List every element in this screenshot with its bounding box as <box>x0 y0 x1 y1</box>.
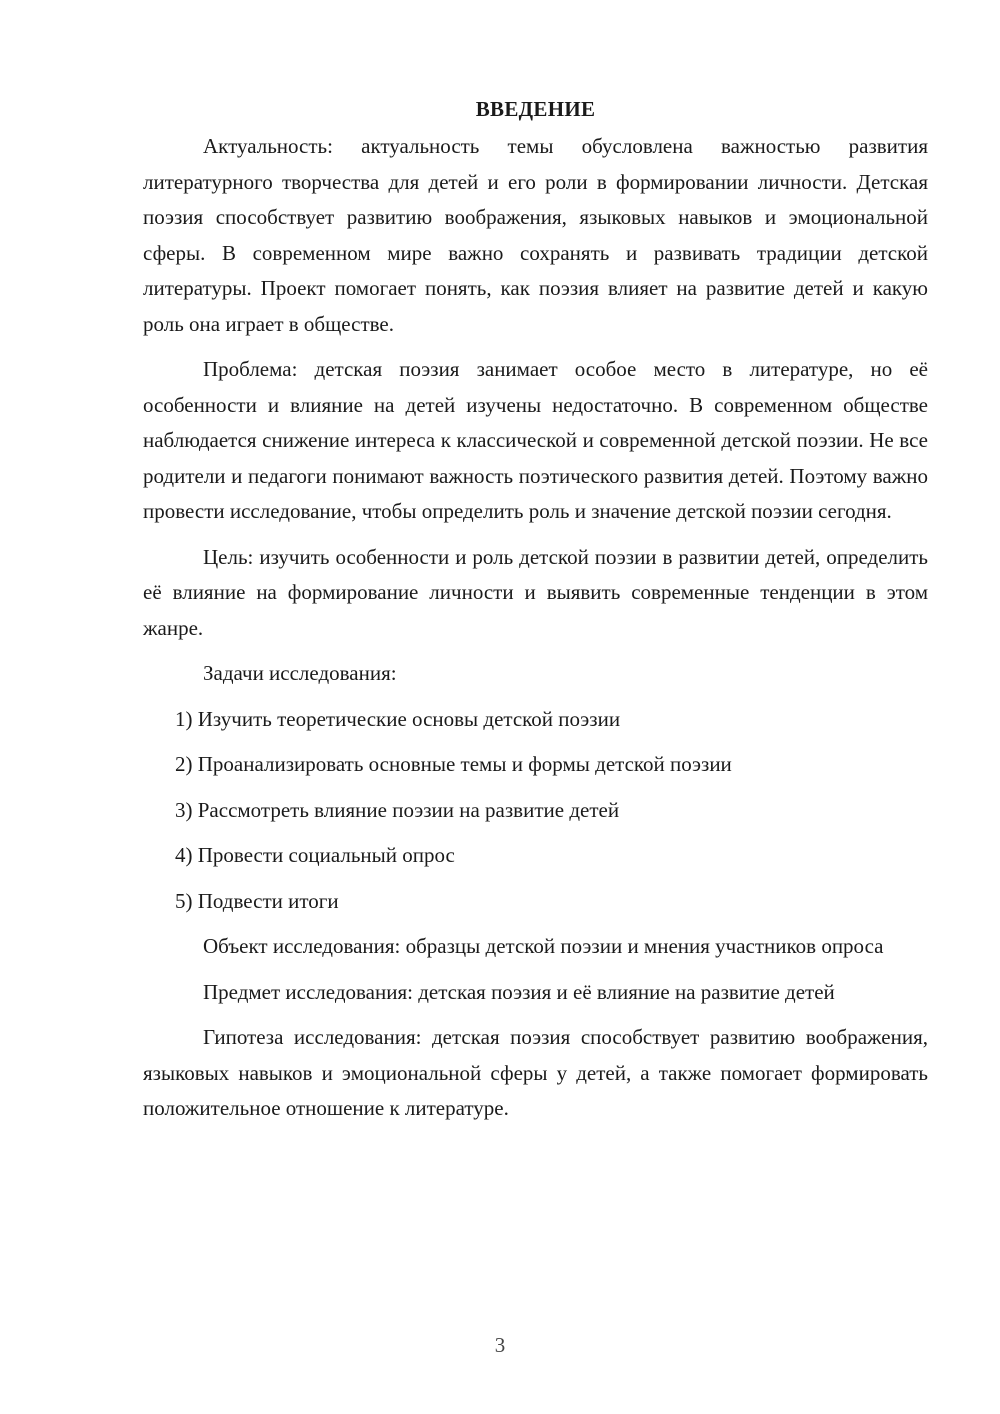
paragraph-goal: Цель: изучить особенности и роль детской поэзии в развитии детей, определить её влияние на формирование личности и выявить современные тенденции в этом жанре. <box>143 544 928 640</box>
task-item: 3) Рассмотреть влияние поэзии на развитие детей <box>175 797 620 822</box>
tasks-heading: Задачи исследования: <box>203 661 397 685</box>
task-item: 1) Изучить теоретические основы детской поэзии <box>175 706 621 731</box>
task-item: 5) Подвести итоги <box>175 888 339 913</box>
task-item: 4) Провести социальный опрос <box>175 843 455 867</box>
paragraph-problem: Проблема: детская поэзия занимает особое место в литературе, но её особенности и влияние на детей изучены недостаточно. В современном обществе наблюдается снижение интереса к классической и современной детской поэзии. Не все родители и педагоги понимают важность поэтического развития детей. Поэтому важно провести исследование, чтобы определить роль и значение детской поэзии сегодня. <box>143 357 928 523</box>
paragraph-relevance: Актуальность: актуальность темы обусловлена важностью развития литературного творчества для детей и его роли в формировании личности. Детская поэзия способствует развитию воображения, языковых навыков и эмоциональной сферы. В современном мире важно сохранять и развивать традиции детской литературы. Проект помогает понять, как поэзия влияет на развитие детей и какую роль она играет в обществе. <box>143 134 928 336</box>
page-title: ВВЕДЕНИЕ <box>475 97 596 121</box>
task-item: 2) Проанализировать основные темы и формы детской поэзии <box>175 752 732 776</box>
paragraph-object: Объект исследования: образцы детской поэзии и мнения участников опроса <box>203 934 884 958</box>
document-page <box>143 92 928 1137</box>
paragraph-hypothesis: Гипотеза исследования: детская поэзия способствует развитию воображения, языковых навыков и эмоциональной сферы у детей, а также помогает формировать положительное отношение к литературе. <box>143 1025 928 1120</box>
page-number: 3 <box>494 1333 506 1357</box>
paragraph-subject: Предмет исследования: детская поэзия и её влияние на развитие детей <box>203 979 835 1004</box>
